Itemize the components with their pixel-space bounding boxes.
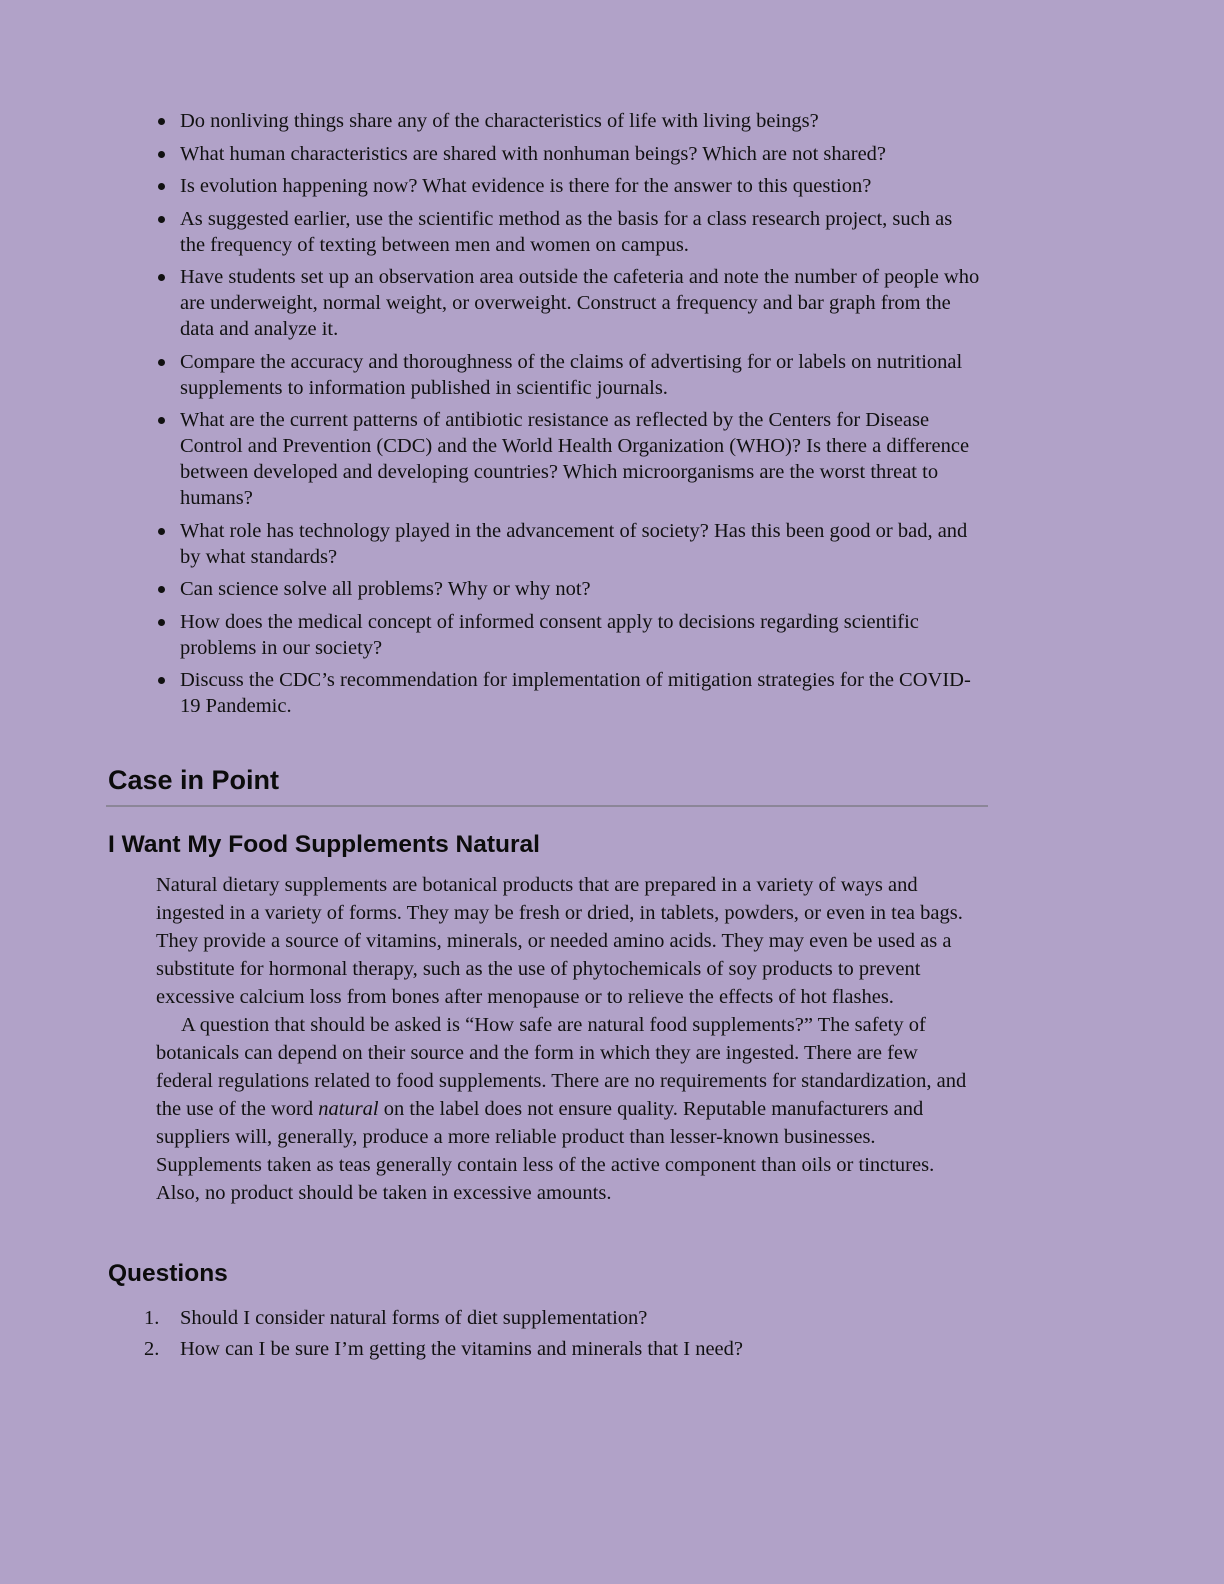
bullet-item	[150, 206, 980, 258]
question-text: How can I be sure I’m getting the vitamins and minerals that I need?	[180, 1338, 743, 1360]
bullet-dot-icon	[158, 359, 165, 366]
bullet-dot-icon	[158, 619, 165, 626]
bullet-text: Can science solve all problems? Why or why not?	[180, 578, 591, 600]
bullet-text: Discuss the CDC’s recommendation for implementation of mitigation strategies for the COVID-19 Pandemic.	[180, 669, 971, 717]
bullet-dot-icon	[158, 118, 165, 125]
case-body	[156, 871, 976, 1207]
bullet-item	[150, 609, 980, 661]
case-paragraph-1: Natural dietary supplements are botanical products that are prepared in a variety of ways and ingested in a variety of forms. They may be fresh or dried, in tablets, powders, or even in tea bags. They provide a source of vitamins, minerals, or needed amino acids. They may even be used as a substitute for hormonal therapy, such as the use of phytochemicals of soy products to prevent excessive calcium loss from bones after menopause or to relieve the effects of hot flashes.	[156, 874, 963, 1008]
bullet-dot-icon	[158, 528, 165, 535]
case-paragraph-2-start: A question that should be asked is “How safe are natural food supplements?” The safety of botanicals can depend on their source and the form in which they are ingested. There are few federal regulations related to food supplements. There are no requirements for standardization, and the use of the word	[156, 1014, 967, 1120]
bullet-item	[150, 407, 980, 511]
case-paragraph-2	[156, 1011, 976, 1207]
questions-heading: Questions	[108, 1260, 228, 1287]
bullet-dot-icon	[158, 216, 165, 223]
bullet-text: Compare the accuracy and thoroughness of the claims of advertising for or labels on nutritional supplements to information published in scientific journals.	[180, 350, 963, 399]
case-in-point-heading: Case in Point	[108, 765, 280, 795]
bullet-text: Have students set up an observation area outside the cafeteria and note the number of people who are underweight, normal weight, or overweight. Construct a frequency and bar graph from the data and analyze it.	[180, 266, 980, 340]
bullet-item	[150, 518, 980, 570]
bullet-dot-icon	[158, 677, 165, 684]
section-divider	[106, 805, 988, 807]
bullet-dot-icon	[158, 586, 165, 593]
bullet-item	[150, 576, 980, 602]
questions-list	[140, 1305, 970, 1367]
case-paragraph-2-end: on the label does not ensure quality. Reputable manufacturers and suppliers will, generally, produce a more reliable product than lesser-known businesses. Supplements taken as teas generally contain less of the active component than oils or tinctures. Also, no product should be taken in excessive amounts.	[156, 1098, 935, 1204]
bullet-dot-icon	[158, 274, 165, 281]
bullet-item	[150, 173, 980, 199]
question-number: 2.	[144, 1338, 160, 1360]
italic-word: natural	[318, 1098, 379, 1120]
discussion-bullet-list	[150, 108, 980, 726]
bullet-text: As suggested earlier, use the scientific method as the basis for a class research project, such as the frequency of texting between men and women on campus.	[180, 207, 953, 256]
question-text: Should I consider natural forms of diet supplementation?	[180, 1307, 648, 1329]
bullet-text: What are the current patterns of antibiotic resistance as reflected by the Centers for Disease Control and Prevention (CDC) and the World Health Organization (WHO)? Is there a difference between developed and developing countries? Which microorganisms are the worst threat to humans?	[180, 409, 970, 509]
bullet-dot-icon	[158, 417, 165, 424]
bullet-text: What human characteristics are shared with nonhuman beings? Which are not shared?	[180, 142, 887, 165]
case-subheading: I Want My Food Supplements Natural	[108, 831, 540, 858]
bullet-dot-icon	[158, 151, 165, 158]
bullet-item	[150, 108, 980, 134]
question-number: 1.	[144, 1307, 160, 1329]
bullet-text: Do nonliving things share any of the characteristics of life with living beings?	[180, 110, 819, 132]
question-item	[140, 1336, 970, 1362]
bullet-dot-icon	[158, 183, 165, 190]
question-item	[140, 1305, 970, 1331]
bullet-text: Is evolution happening now? What evidence is there for the answer to this question?	[180, 175, 872, 197]
bullet-item	[150, 141, 980, 167]
bullet-item	[150, 349, 980, 401]
bullet-item	[150, 667, 980, 719]
bullet-text: How does the medical concept of informed consent apply to decisions regarding scientific problems in our society?	[180, 610, 919, 659]
bullet-text: What role has technology played in the advancement of society? Has this been good or bad, and by what standards?	[180, 519, 968, 568]
bullet-item	[150, 264, 980, 342]
